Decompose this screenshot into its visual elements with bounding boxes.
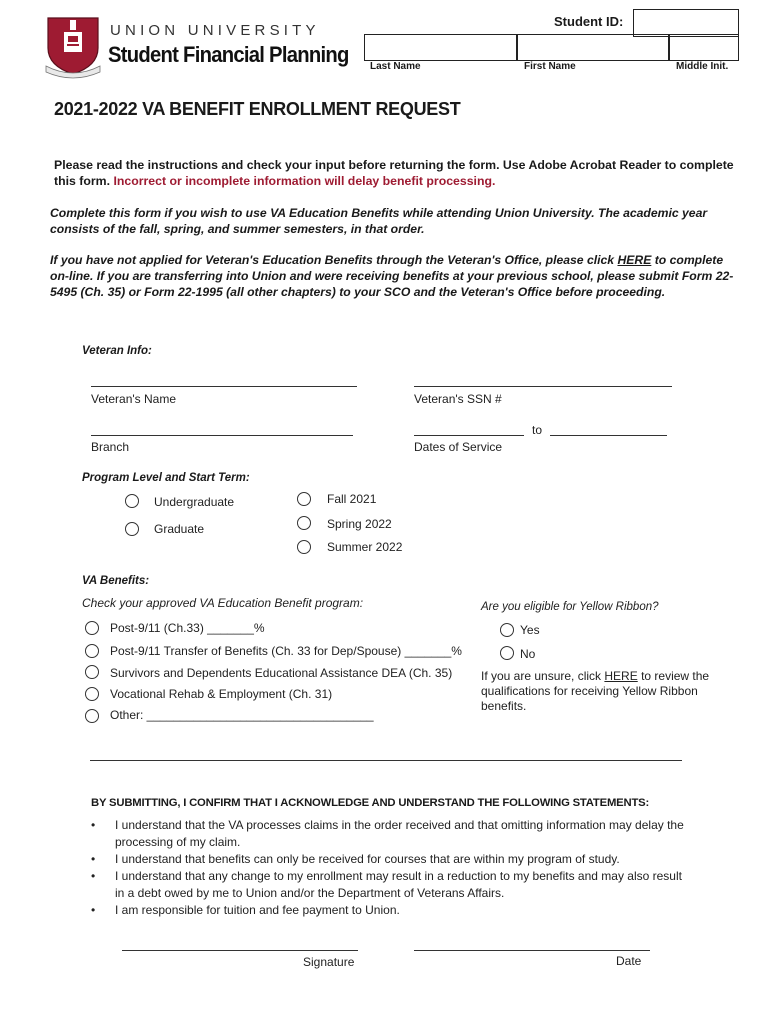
- veteran-ssn-input[interactable]: [414, 386, 672, 387]
- dates-of-service-label: Dates of Service: [414, 440, 503, 454]
- signature-input[interactable]: [122, 950, 358, 951]
- dates-to-label: to: [532, 423, 543, 437]
- undergraduate-radio[interactable]: [125, 494, 139, 508]
- application-text-start: If you have not applied for Veteran's Education Benefits through the Veteran's Office, please click: [50, 253, 618, 267]
- post-911-transfer-radio[interactable]: [85, 644, 99, 658]
- eligibility-paragraph: Complete this form if you wish to use VA Education Benefits while attending Union University. The academic year consists of the fall, spring, and summer semesters, in that order.: [50, 206, 708, 236]
- other-benefit-label: Other: __________________________________: [110, 708, 374, 722]
- service-end-input[interactable]: [550, 435, 667, 436]
- university-name: UNION UNIVERSITY: [110, 22, 320, 39]
- apply-here-link[interactable]: HERE: [617, 253, 652, 267]
- statement-item: • I understand that any change to my enrollment may result in a reduction to my benefits and may also result in a debt owed by me to Union and/or the Department of Veterans Affairs.: [91, 869, 682, 900]
- statement-item: • I understand that benefits can only be received for courses that are within my program of study.: [91, 852, 620, 866]
- spring-2022-radio[interactable]: [297, 516, 311, 530]
- veteran-name-label: Veteran's Name: [91, 392, 177, 406]
- summer-2022-radio[interactable]: [297, 540, 311, 554]
- confirm-heading: BY SUBMITTING, I CONFIRM THAT I ACKNOWLEDGE AND UNDERSTAND THE FOLLOWING STATEMENTS:: [91, 797, 650, 809]
- vocational-rehab-label: Vocational Rehab & Employment (Ch. 31): [110, 687, 333, 701]
- branch-input[interactable]: [91, 435, 353, 436]
- instructions-text: Please read the instructions and check your input before returning the form. Use Adobe Acrobat Reader to complete this form.: [54, 158, 734, 188]
- post-911-label: Post-9/11 (Ch.33) _______%: [110, 621, 265, 635]
- instructions-warning: Incorrect or incomplete information will delay benefit processing.: [113, 174, 496, 188]
- dea-radio[interactable]: [85, 665, 99, 679]
- application-text-end: to complete on-line. If you are transferring into Union and were receiving benefits at your previous school, please submit Form 22-5495 (Ch. 35) or Form 22-1995 (all other chapters) to your SCO and the Veteran's Office before proceeding.: [50, 253, 734, 299]
- summer-2022-label: Summer 2022: [327, 540, 403, 554]
- yellow-ribbon-no-label: No: [520, 647, 536, 661]
- yellow-ribbon-note: [481, 669, 716, 714]
- fall-2021-radio[interactable]: [297, 492, 311, 506]
- last-name-field[interactable]: [364, 34, 518, 61]
- dea-label: Survivors and Dependents Educational Assistance DEA (Ch. 35): [110, 666, 453, 680]
- spring-2022-label: Spring 2022: [327, 517, 392, 531]
- veteran-info-heading: Veteran Info:: [82, 345, 152, 357]
- program-heading: Program Level and Start Term:: [82, 472, 250, 484]
- yellow-ribbon-no-radio[interactable]: [500, 646, 514, 660]
- statements-list: [91, 817, 691, 919]
- post-911-radio[interactable]: [85, 621, 99, 635]
- undergraduate-label: Undergraduate: [154, 495, 235, 509]
- statement-item: • I understand that the VA processes claims in the order received and that omitting information may delay the processing of my claim.: [91, 818, 684, 849]
- va-benefits-subheading: Check your approved VA Education Benefit program:: [82, 596, 364, 610]
- department-name: Student Financial Planning: [108, 42, 349, 67]
- yellow-ribbon-yes-radio[interactable]: [500, 623, 514, 637]
- date-input[interactable]: [414, 950, 650, 951]
- date-label: Date: [616, 954, 642, 968]
- signature-label: Signature: [303, 955, 355, 969]
- service-start-input[interactable]: [414, 435, 524, 436]
- application-paragraph: [50, 252, 740, 300]
- last-name-label: Last Name: [370, 61, 421, 72]
- other-benefit-radio[interactable]: [85, 709, 99, 723]
- fall-2021-label: Fall 2021: [327, 492, 377, 506]
- yellow-ribbon-note-end: to review the qualifications for receiving Yellow Ribbon benefits.: [481, 669, 710, 713]
- veteran-ssn-label: Veteran's SSN #: [414, 392, 502, 406]
- graduate-label: Graduate: [154, 522, 205, 536]
- statement-item: • I am responsible for tuition and fee payment to Union.: [91, 903, 400, 917]
- student-id-label: Student ID:: [554, 14, 624, 29]
- first-name-label: First Name: [524, 61, 576, 72]
- graduate-radio[interactable]: [125, 522, 139, 536]
- post-911-transfer-label: Post-9/11 Transfer of Benefits (Ch. 33 for Dep/Spouse) _______%: [110, 644, 462, 658]
- middle-initial-field[interactable]: [668, 34, 739, 61]
- middle-initial-label: Middle Init.: [676, 61, 729, 72]
- veteran-name-input[interactable]: [91, 386, 357, 387]
- first-name-field[interactable]: [516, 34, 670, 61]
- branch-label: Branch: [91, 440, 130, 454]
- form-title: 2021-2022 VA BENEFIT ENROLLMENT REQUEST: [54, 99, 461, 119]
- student-id-field[interactable]: [633, 9, 739, 37]
- instructions: [54, 157, 734, 189]
- yellow-ribbon-question: Are you eligible for Yellow Ribbon?: [481, 601, 659, 613]
- section-divider: [90, 760, 682, 761]
- yellow-ribbon-yes-label: Yes: [520, 623, 540, 637]
- va-benefits-heading: VA Benefits:: [82, 575, 150, 587]
- yellow-ribbon-note-start: If you are unsure, click: [481, 669, 605, 683]
- yellow-ribbon-here-link[interactable]: HERE: [604, 669, 638, 683]
- vocational-rehab-radio[interactable]: [85, 687, 99, 701]
- university-seal-logo: [42, 14, 104, 80]
